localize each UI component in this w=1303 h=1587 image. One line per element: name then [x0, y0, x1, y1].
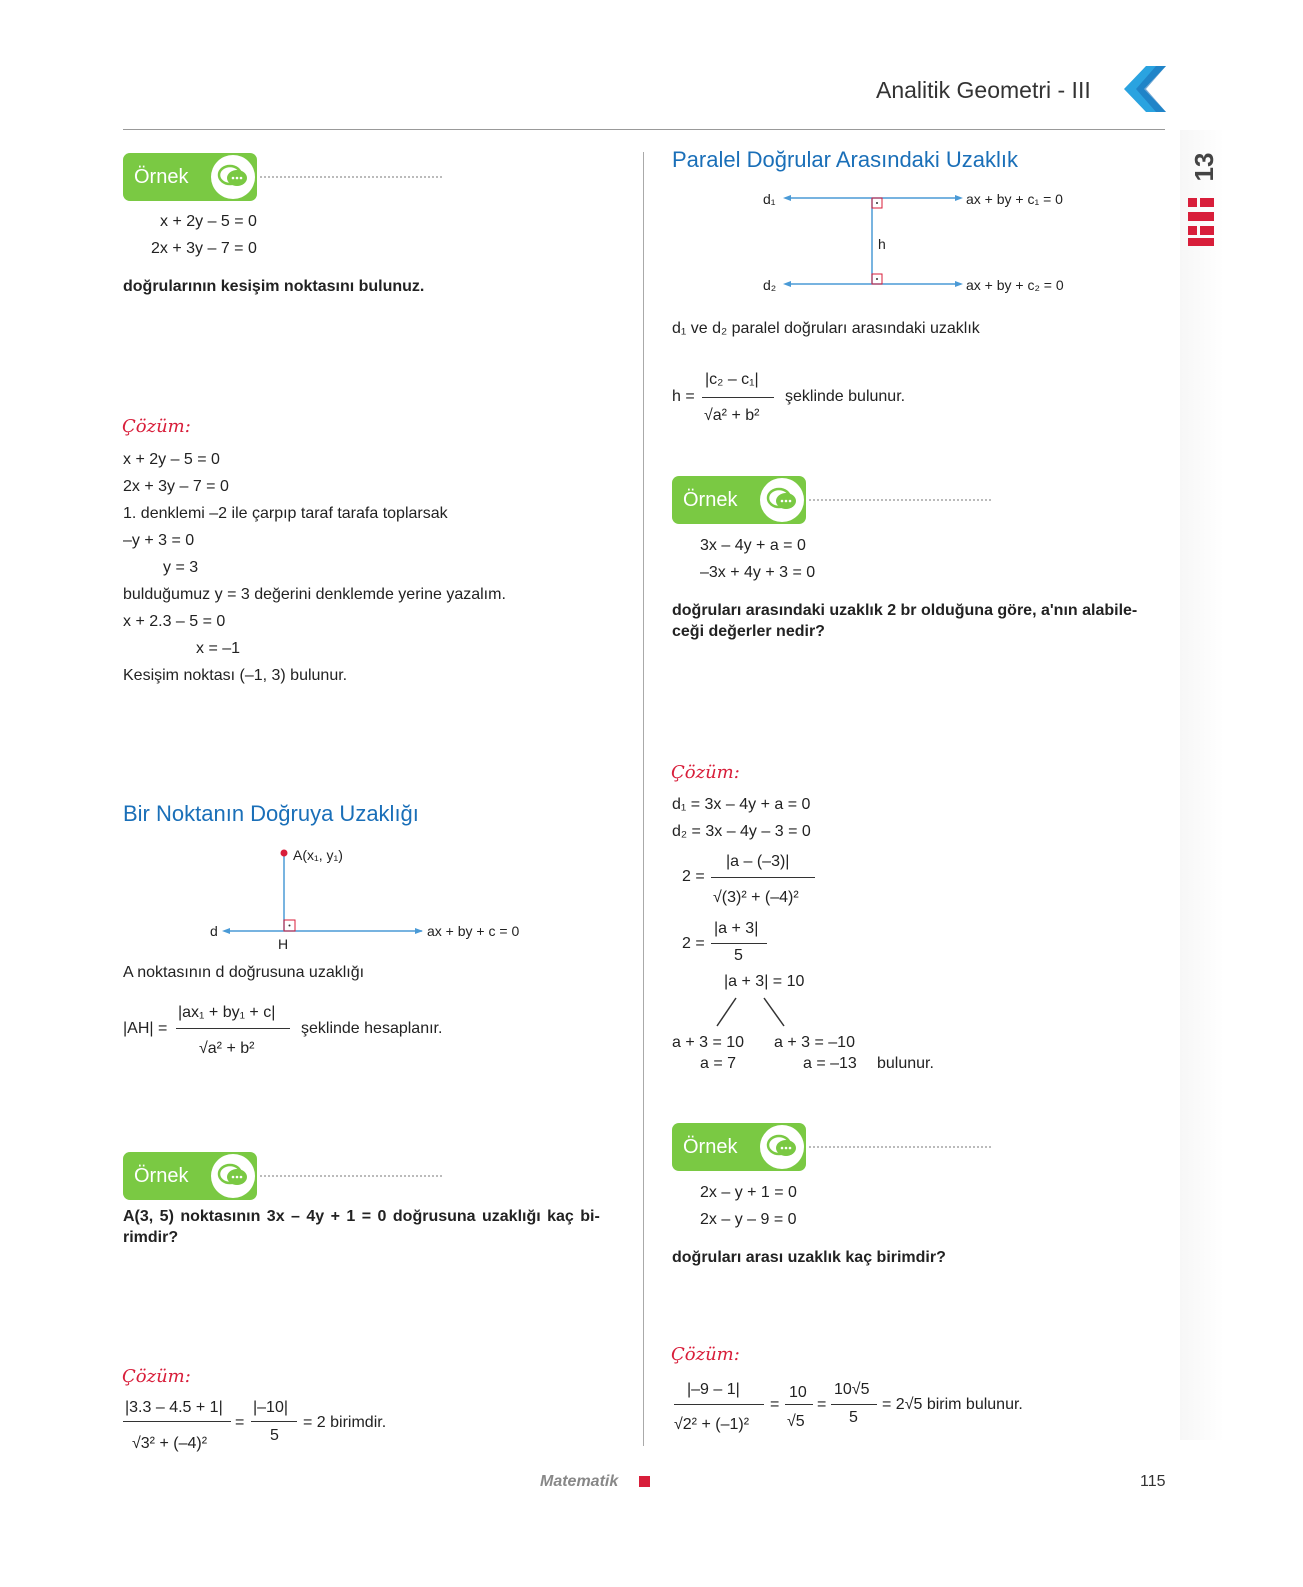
equation: 2x – y – 9 = 0 — [700, 1211, 797, 1228]
dotted-divider — [260, 176, 442, 178]
distance-text: A noktasının d doğrusuna uzaklığı — [123, 964, 365, 981]
solution-line: d₂ = 3x – 4y – 3 = 0 — [672, 823, 811, 840]
solution-line: bulunur. — [877, 1055, 934, 1072]
logo-icon — [1186, 196, 1216, 248]
question-text: ceği değerler nedir? — [672, 623, 825, 640]
distance-label-h: h — [878, 236, 886, 252]
page-header-title: Analitik Geometri - III — [876, 77, 1091, 103]
line-equation-2: ax + by + c₂ = 0 — [966, 277, 1064, 293]
line-label-d2: d₂ — [763, 277, 777, 293]
formula-numerator: |3.3 – 4.5 + 1| — [125, 1399, 223, 1416]
cozum-label: Çözüm: — [122, 416, 191, 437]
dotted-divider — [809, 499, 991, 501]
solution-line: –y + 3 = 0 — [123, 532, 195, 549]
formula-numerator: |–9 – 1| — [687, 1381, 740, 1398]
equation: 3x – 4y + a = 0 — [700, 537, 806, 554]
distance-text: d₁ ve d₂ paralel doğruları arasındaki uzaklık — [672, 320, 980, 337]
solution-line: x + 2y – 5 = 0 — [123, 451, 220, 468]
parallel-lines-diagram — [780, 185, 970, 295]
equation: –3x + 4y + 3 = 0 — [700, 564, 816, 581]
formula-denominator: √5 — [787, 1413, 805, 1430]
formula-lhs: h = — [672, 388, 695, 405]
solution-line: a + 3 = 10 — [672, 1034, 745, 1051]
solution-line: Kesişim noktası (–1, 3) bulunur. — [123, 667, 348, 684]
equation: 2x + 3y – 7 = 0 — [151, 240, 257, 257]
formula-suffix: şeklinde hesaplanır. — [301, 1020, 443, 1037]
section-title: Bir Noktanın Doğruya Uzaklığı — [123, 801, 419, 826]
solution-line: a = 7 — [700, 1055, 737, 1072]
fraction-bar — [711, 943, 767, 944]
question-text: A(3, 5) noktasının 3x – 4y + 1 = 0 doğrusuna uzaklığı kaç bi- — [123, 1208, 600, 1225]
footer-subject: Matematik — [540, 1473, 619, 1490]
section-title: Paralel Doğrular Arasındaki Uzaklık — [672, 147, 1019, 172]
formula-numerator: |a – (–3)| — [726, 853, 790, 870]
equals-sign: = — [235, 1414, 245, 1431]
equals-sign: = — [770, 1396, 780, 1413]
formula-numerator: |a + 3| — [714, 920, 759, 937]
formula-denominator: √2² + (–1)² — [674, 1416, 750, 1433]
fraction-bar — [674, 1404, 764, 1405]
ornek-badge — [123, 1152, 257, 1200]
question-text: doğruları arası uzaklık kaç birimdir? — [672, 1249, 946, 1266]
ornek-badge — [672, 1123, 806, 1171]
side-tab — [1180, 130, 1224, 1440]
formula-denominator: 5 — [734, 947, 743, 964]
formula-denominator: √(3)² + (–4)² — [713, 889, 799, 906]
fraction-bar — [711, 877, 815, 878]
question-text: doğrularının kesişim noktasını bulunuz. — [123, 278, 425, 295]
branch-lines — [700, 996, 800, 1030]
solution-line: x = –1 — [196, 640, 241, 657]
fraction-bar — [785, 1404, 813, 1405]
ornek-label: Örnek — [683, 1136, 738, 1158]
solution-line: a = –13 — [803, 1055, 857, 1072]
solution-line: x + 2.3 – 5 = 0 — [123, 613, 226, 630]
formula-denominator: 5 — [849, 1409, 858, 1426]
formula-denominator: √a² + b² — [199, 1040, 255, 1057]
formula-denominator: √3² + (–4)² — [132, 1435, 208, 1452]
formula-lhs: |AH| = — [123, 1020, 168, 1037]
fraction-bar — [831, 1404, 877, 1405]
question-text: doğruları arasındaki uzaklık 2 br olduğuna göre, a'nın alabile- — [672, 602, 1138, 619]
solution-line: d₁ = 3x – 4y + a = 0 — [672, 796, 811, 813]
foot-label: H — [278, 936, 289, 952]
dotted-divider — [809, 1146, 991, 1148]
result-text: = 2√5 birim bulunur. — [882, 1396, 1023, 1413]
formula-numerator: |–10| — [253, 1399, 289, 1416]
solution-line: bulduğumuz y = 3 değerini denklemde yerine yazalım. — [123, 586, 506, 603]
cozum-label: Çözüm: — [671, 1344, 740, 1365]
line-equation: ax + by + c = 0 — [427, 923, 520, 939]
equation: x + 2y – 5 = 0 — [160, 213, 257, 230]
fraction-bar — [251, 1421, 297, 1422]
chat-bubble-icon — [211, 1154, 255, 1198]
chat-bubble-icon — [760, 478, 804, 522]
fraction-bar — [123, 1421, 231, 1422]
fraction-bar — [176, 1028, 290, 1029]
ornek-label: Örnek — [134, 1165, 189, 1187]
question-text: rimdir? — [123, 1229, 179, 1246]
column-divider — [643, 152, 644, 1446]
formula-numerator: |c₂ – c₁| — [705, 371, 759, 388]
solution-line: 1. denklemi –2 ile çarpıp taraf tarafa toplarsak — [123, 505, 448, 522]
solution-line: a + 3 = –10 — [774, 1034, 855, 1051]
solution-line: y = 3 — [163, 559, 199, 576]
ornek-badge — [672, 476, 806, 524]
ornek-label: Örnek — [134, 166, 189, 188]
dotted-divider — [260, 1175, 442, 1177]
ornek-label: Örnek — [683, 489, 738, 511]
chat-bubble-icon — [211, 155, 255, 199]
cozum-label: Çözüm: — [671, 762, 740, 783]
result-text: = 2 birimdir. — [303, 1414, 387, 1431]
formula-lhs: 2 = — [682, 868, 705, 885]
line-label-d1: d₁ — [763, 191, 776, 207]
formula-numerator: 10 — [789, 1384, 807, 1401]
equation: 2x – y + 1 = 0 — [700, 1184, 797, 1201]
solution-line: 2x + 3y – 7 = 0 — [123, 478, 229, 495]
header-rule — [123, 129, 1165, 130]
ornek-badge — [123, 153, 257, 201]
equals-sign: = — [817, 1396, 827, 1413]
chat-bubble-icon — [760, 1125, 804, 1169]
cozum-label: Çözüm: — [122, 1366, 191, 1387]
formula-numerator: |ax₁ + by₁ + c| — [178, 1004, 276, 1021]
point-label: A(x₁, y₁) — [293, 847, 343, 863]
side-tab-number: 13 — [1189, 152, 1219, 182]
fraction-bar — [702, 397, 774, 398]
formula-denominator: 5 — [270, 1427, 279, 1444]
solution-line: |a + 3| = 10 — [724, 973, 805, 990]
formula-denominator: √a² + b² — [704, 407, 760, 424]
line-label: d — [210, 923, 218, 939]
chevron-left-icon — [1124, 66, 1166, 112]
formula-numerator: 10√5 — [834, 1381, 870, 1398]
line-equation-1: ax + by + c₁ = 0 — [966, 191, 1063, 207]
page-number: 115 — [1140, 1473, 1166, 1490]
footer-square-icon — [639, 1476, 650, 1487]
formula-lhs: 2 = — [682, 935, 705, 952]
formula-suffix: şeklinde bulunur. — [785, 388, 906, 405]
